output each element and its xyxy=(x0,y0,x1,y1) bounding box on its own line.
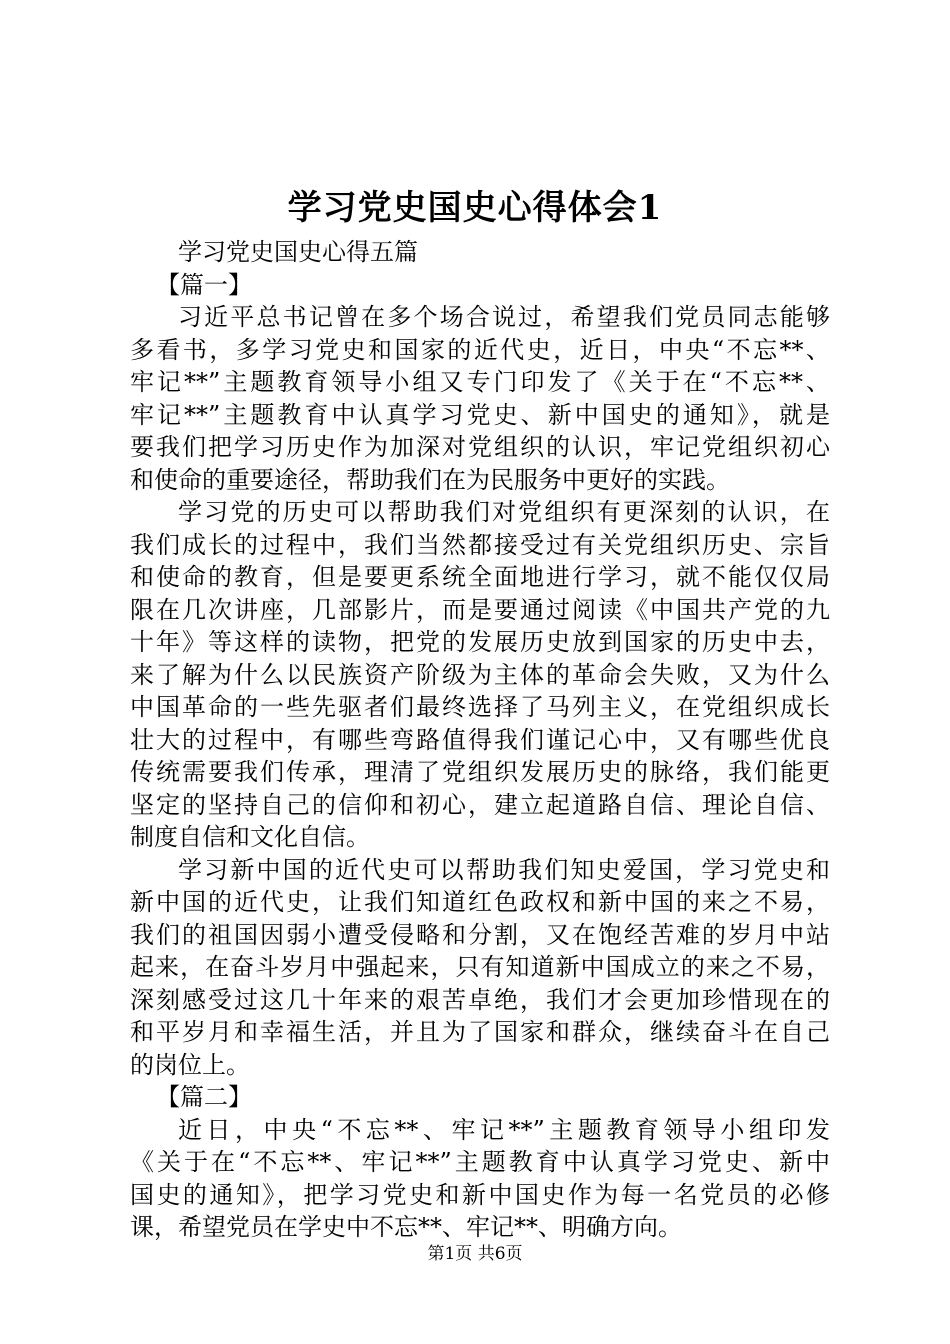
paragraph-1-1 xyxy=(130,301,830,496)
text-line: 深刻感受过这几十年来的艰苦卓绝，我们才会更加珍惜现在的 xyxy=(130,985,830,1014)
text-line: 多看书，多学习党史和国家的近代史，近日，中央“不忘**、 xyxy=(130,335,830,364)
text-line: 我们的祖国因弱小遭受侵略和分割，又在饱经苦难的岁月中站 xyxy=(130,920,830,949)
text-line: 和平岁月和幸福生活，并且为了国家和群众，继续奋斗在自己 xyxy=(130,1018,830,1046)
section-heading-1: 【篇一】 xyxy=(156,270,252,299)
paragraph-1-3 xyxy=(130,854,830,1082)
paragraph-1-2 xyxy=(130,496,830,854)
text-line: 要我们把学习历史作为加深对党组织的认识，牢记党组织初心 xyxy=(130,433,830,461)
text-line: 和使命的教育，但是要更系统全面地进行学习，就不能仅仅局 xyxy=(130,563,830,591)
text-line: 牢记**”主题教育领导小组又专门印发了《关于在“不忘**、 xyxy=(130,368,830,396)
text-line: 习近平总书记曾在多个场合说过，希望我们党员同志能够 xyxy=(178,303,830,331)
text-line: 课，希望党员在学史中不忘**、牢记**、明确方向。 xyxy=(130,1213,682,1241)
text-line: 壮大的过程中，有哪些弯路值得我们谨记心中，又有哪些优良 xyxy=(130,725,830,754)
document-subtitle: 学习党史国史心得五篇 xyxy=(178,238,418,266)
text-line: 学习新中国的近代史可以帮助我们知史爱国，学习党史和 xyxy=(178,855,830,884)
text-line: 国史的通知》，把学习党史和新中国史作为每一名党员的必修 xyxy=(130,1180,830,1209)
document-title: 学习党史国史心得体会1 xyxy=(287,188,663,228)
text-line: 来了解为什么以民族资产阶级为主体的革命会失败，又为什么 xyxy=(130,660,830,689)
text-line: 《关于在“不忘**、牢记**”主题教育中认真学习党史、新中 xyxy=(130,1148,830,1176)
text-line: 和使命的重要途径，帮助我们在为民服务中更好的实践。 xyxy=(130,465,730,494)
text-line: 中国革命的一些先驱者们最终选择了马列主义，在党组织成长 xyxy=(130,693,830,721)
document-body xyxy=(130,236,830,1244)
paragraph-2-1 xyxy=(130,1114,830,1244)
page-footer: 第1页 共6页 xyxy=(427,1244,523,1264)
text-line: 牢记**”主题教育中认真学习党史、新中国史的通知》，就是 xyxy=(130,400,830,429)
text-line: 传统需要我们传承，理清了党组织发展历史的脉络，我们能更 xyxy=(130,758,830,786)
text-line: 限在几次讲座，几部影片，而是要通过阅读《中国共产党的九 xyxy=(130,595,830,624)
text-line: 起来，在奋斗岁月中强起来，只有知道新中国成立的来之不易， xyxy=(130,953,830,981)
text-line: 坚定的坚持自己的信仰和初心，建立起道路自信、理论自信、 xyxy=(130,790,830,819)
text-line: 的岗位上。 xyxy=(130,1050,250,1079)
text-line: 近日，中央“不忘**、牢记**”主题教育领导小组印发 xyxy=(178,1115,830,1144)
text-line: 十年》等这样的读物，把党的发展历史放到国家的历史中去， xyxy=(130,628,830,656)
section-heading-2: 【篇二】 xyxy=(156,1083,252,1111)
text-line: 制度自信和文化自信。 xyxy=(130,823,370,851)
text-line: 学习党的历史可以帮助我们对党组织有更深刻的认识，在 xyxy=(178,498,830,526)
text-line: 我们成长的过程中，我们当然都接受过有关党组织历史、宗旨 xyxy=(130,530,830,559)
text-line: 新中国的近代史，让我们知道红色政权和新中国的来之不易， xyxy=(130,888,830,916)
